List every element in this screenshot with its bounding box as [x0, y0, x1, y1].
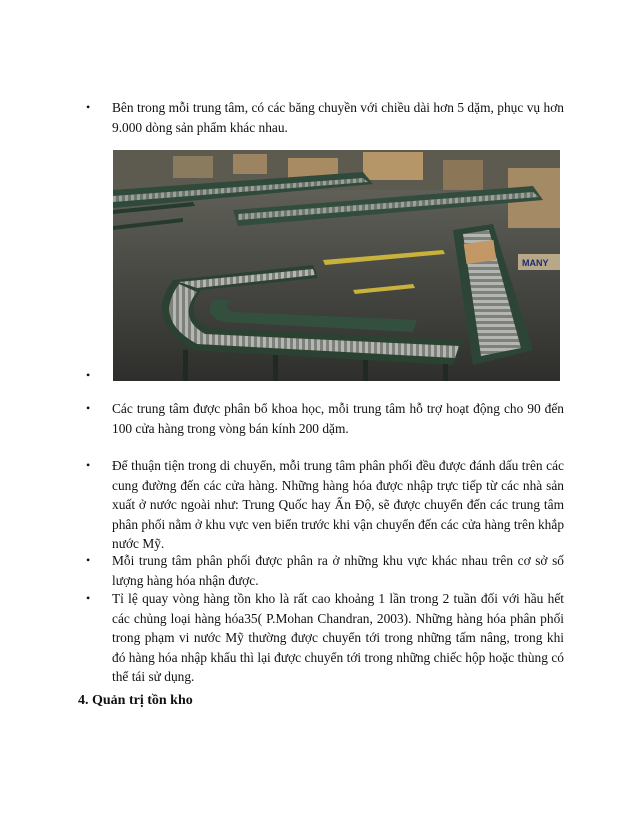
- bullet-icon: •: [86, 368, 91, 382]
- bullet-icon: •: [86, 458, 91, 472]
- cardboard-box: [464, 240, 496, 264]
- bullet-text: Bên trong mỗi trung tâm, có các băng chuyền với chiều dài hơn 5 dặm, phục vụ hơn 9.000 dòng sản phẩm khác nhau.: [112, 100, 564, 135]
- bullet-item: [86, 589, 564, 687]
- bullet-item: [86, 456, 564, 554]
- bullet-text: Để thuận tiện trong di chuyển, mỗi trung tâm phân phối đều được đánh dấu trên các cung đường đến các cửa hàng. Những hàng hóa được nhập trực tiếp từ các nhà sản xuất ở nước ngoài như: Trung Quốc hay Ấn Độ, sẽ được chuyển đến các trung tâm phân phối nằm ở khu vực ven biển trước khi vận chuyển đến các cửa hàng trên khắp nước Mỹ.: [112, 458, 565, 551]
- conveyor-photo: [113, 150, 560, 381]
- box-label: MANY: [522, 258, 549, 268]
- bullet-item: [86, 98, 564, 137]
- bullet-item-empty: [86, 366, 564, 386]
- cardboard-box: [173, 156, 213, 178]
- bullet-text: Mỗi trung tâm phân phối được phân ra ở những khu vực khác nhau trên cơ sở số lượng hàng hóa nhận được.: [112, 553, 564, 588]
- bullet-item: [86, 399, 564, 438]
- bullet-icon: •: [86, 553, 91, 567]
- bullet-item: [86, 551, 564, 590]
- bullet-text: Tỉ lệ quay vòng hàng tồn kho là rất cao khoảng 1 lần trong 2 tuần đối với hầu hết các chủng loại hàng hóa35( P.Mohan Chandran, 2003). Những hàng hóa phân phối trong phạm vi nước Mỹ thường được chuyển tới trong những tấm nâng, trong khi đó hàng hóa nhập khẩu thì lại được chuyển tới trong những chiếc hộp hoặc thùng có thể tái sử dụng.: [112, 591, 564, 684]
- conveyor-photo-graphic: [113, 150, 560, 381]
- bullet-icon: •: [86, 591, 91, 605]
- bullet-icon: •: [86, 100, 91, 114]
- bullet-icon: •: [86, 401, 91, 415]
- bullet-text: Các trung tâm được phân bổ khoa học, mỗi trung tâm hỗ trợ hoạt động cho 90 đến 100 cửa hàng trong vòng bán kính 200 dặm.: [112, 401, 564, 436]
- section-heading: 4. Quản trị tồn kho: [78, 693, 193, 708]
